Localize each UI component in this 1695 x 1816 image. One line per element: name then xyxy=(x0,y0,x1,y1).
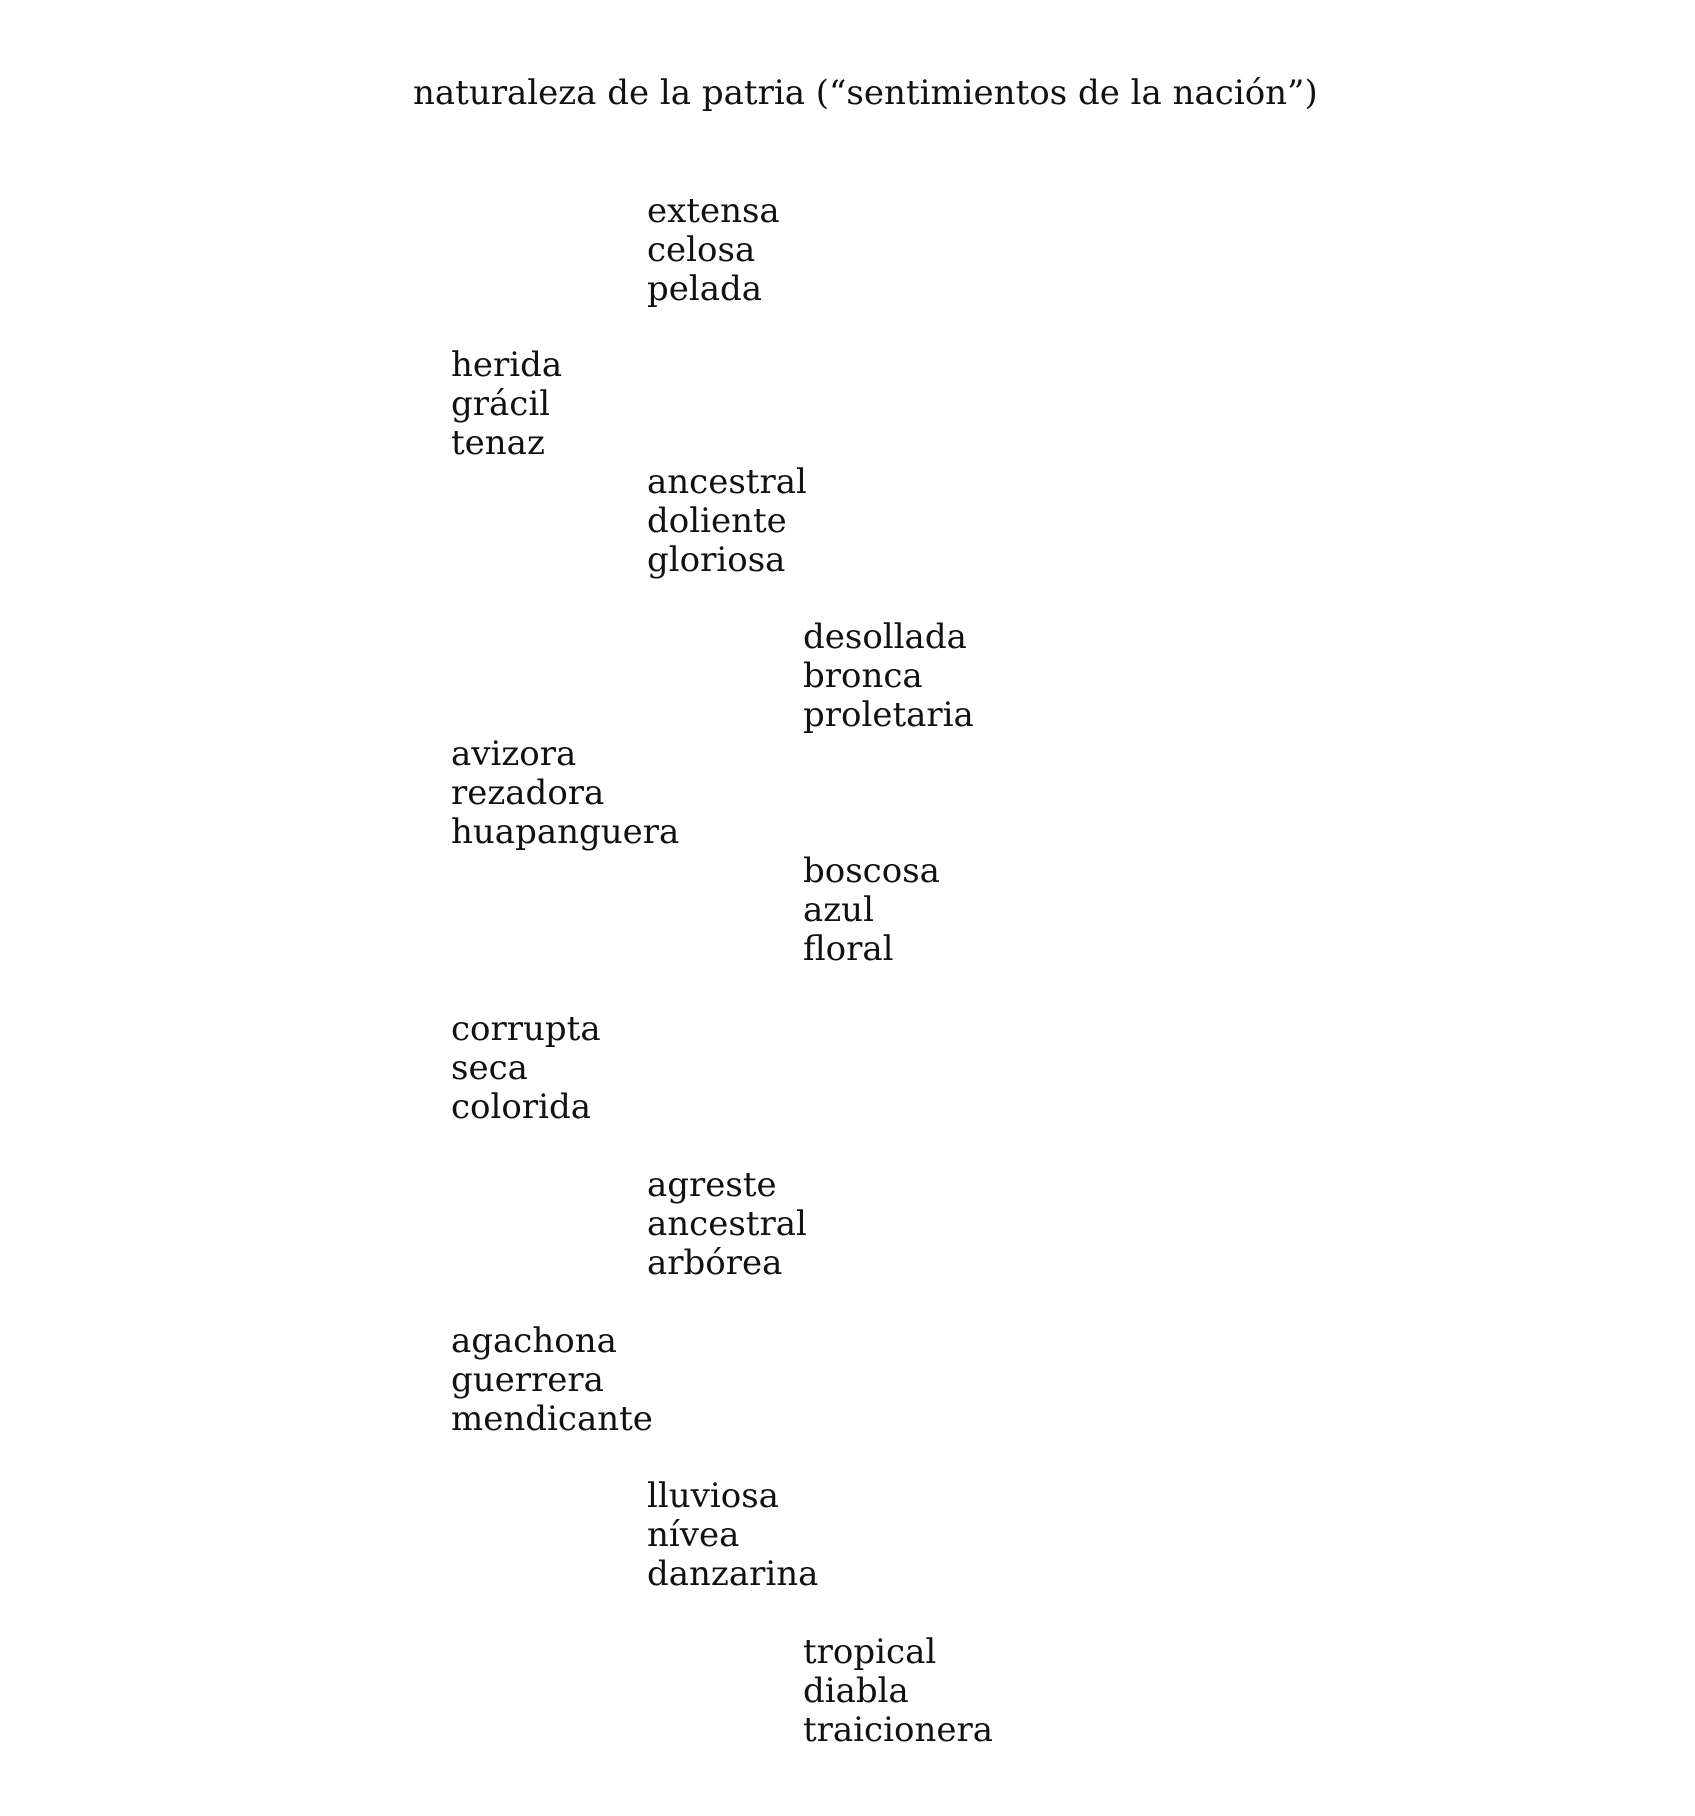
verse-line: pelada xyxy=(647,269,763,309)
verse-line: azul xyxy=(803,890,874,930)
verse-line: arbórea xyxy=(647,1243,783,1283)
verse-line: rezadora xyxy=(451,773,605,813)
verse-line: grácil xyxy=(451,384,551,424)
verse-line: huapanguera xyxy=(451,812,680,852)
verse-line: extensa xyxy=(647,191,780,231)
stanza-5 xyxy=(451,735,679,852)
verse-line: colorida xyxy=(451,1087,592,1127)
verse-line: boscosa xyxy=(803,851,940,891)
stanza-8 xyxy=(647,1166,807,1283)
stanza-7 xyxy=(451,1010,601,1127)
verse-line: ancestral xyxy=(647,1204,807,1244)
verse-line: diabla xyxy=(803,1671,909,1711)
stanza-1 xyxy=(647,192,780,309)
verse-line: lluviosa xyxy=(647,1476,779,1516)
verse-line: tenaz xyxy=(451,423,545,463)
verse-line: desollada xyxy=(803,617,967,657)
verse-line: traicionera xyxy=(803,1710,993,1750)
verse-line: avizora xyxy=(451,734,577,774)
verse-line: agreste xyxy=(647,1165,777,1205)
verse-line: agachona xyxy=(451,1321,617,1361)
verse-line: proletaria xyxy=(803,695,974,735)
verse-line: doliente xyxy=(647,501,787,541)
stanza-11 xyxy=(803,1633,993,1750)
verse-line: floral xyxy=(803,929,894,969)
poem-title: naturaleza de la patria (“sentimientos de la nación”) xyxy=(413,73,1318,113)
stanza-4 xyxy=(803,618,974,735)
stanza-3 xyxy=(647,463,807,580)
verse-line: mendicante xyxy=(451,1399,653,1439)
verse-line: bronca xyxy=(803,656,923,696)
verse-line: danzarina xyxy=(647,1554,819,1594)
verse-line: herida xyxy=(451,345,563,385)
verse-line: celosa xyxy=(647,230,756,270)
verse-line: corrupta xyxy=(451,1009,601,1049)
verse-line: gloriosa xyxy=(647,540,786,580)
stanza-2 xyxy=(451,346,562,463)
stanza-6 xyxy=(803,852,940,969)
verse-line: guerrera xyxy=(451,1360,604,1400)
verse-line: nívea xyxy=(647,1515,740,1555)
stanza-9 xyxy=(451,1322,653,1439)
verse-line: ancestral xyxy=(647,462,807,502)
verse-line: seca xyxy=(451,1048,528,1088)
verse-line: tropical xyxy=(803,1632,937,1672)
stanza-10 xyxy=(647,1477,818,1594)
